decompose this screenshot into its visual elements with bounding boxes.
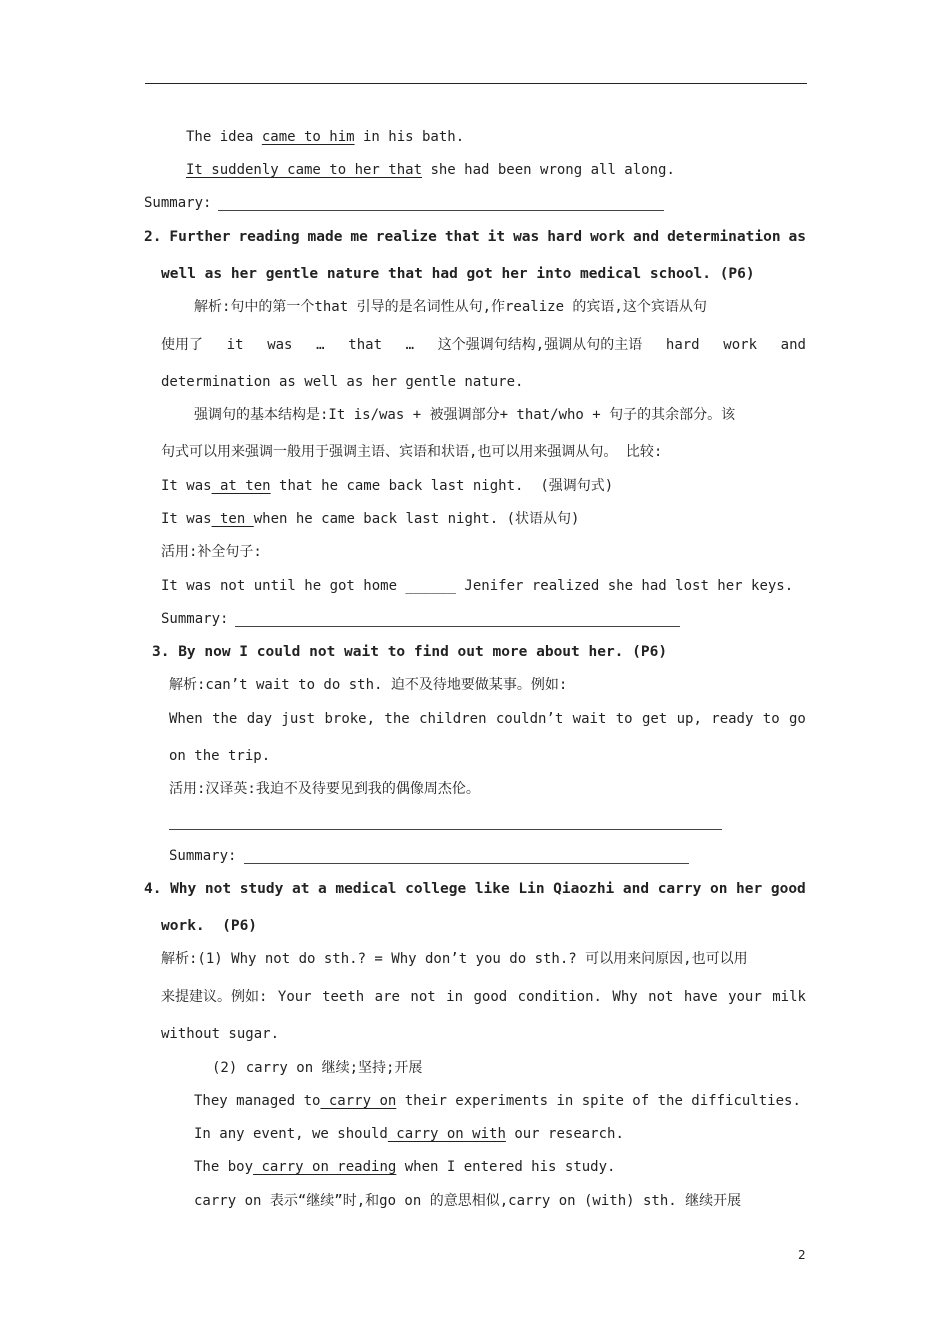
item-4-title-line2: work. (P6) [161, 918, 258, 934]
page-number: 2 [798, 1248, 806, 1262]
item-3-example-line1: When the day just broke, the children couldn’t wait to get up, ready to go [169, 711, 806, 727]
item-2-structure-line2: 句式可以用来强调一般用于强调主语、宾语和状语,也可以用来强调从句。 比较: [161, 444, 663, 460]
example-came-to-him: The idea came to him in his bath. [186, 129, 465, 145]
summary-label: Summary: [161, 611, 229, 627]
item-2-analysis-line1: 解析:句中的第一个that 引导的是名词性从句,作realize 的宾语,这个宾语从句 [194, 299, 707, 315]
practice-label: 活用:补全句子: [161, 544, 262, 560]
item-4-title-line1: 4. Why not study at a medical college like Lin Qiaozhi and carry on her good [144, 881, 806, 897]
item-2-analysis-line2: 使用了 it was … that … 这个强调句结构,强调从句的主语 hard work and [161, 337, 806, 353]
item-3-example-line2: on the trip. [169, 748, 271, 764]
compare-adverbial: It was ten when he came back last night. (状语从句) [161, 511, 580, 527]
item-2-title-line1: 2. Further reading made me realize that it was hard work and determination as [144, 229, 806, 245]
item-2-structure-line1: 强调句的基本结构是:It is/was + 被强调部分+ that/who + 句子的其余部分。该 [194, 407, 736, 423]
summary-blank[interactable] [244, 863, 689, 864]
summary-label: Summary: [169, 848, 237, 864]
example-carry-on: They managed to carry on their experiments in spite of the difficulties. [194, 1093, 801, 1109]
item-2-title-line2: well as her gentle nature that had got her into medical school. (P6) [161, 266, 755, 282]
summary-blank[interactable] [235, 626, 680, 627]
item-2-analysis-line3: determination as well as her gentle nature. [161, 374, 524, 390]
example-came-to-her: It suddenly came to her that she had been wrong all along. [186, 162, 675, 178]
item-4-analysis-line2: 来提建议。例如: Your teeth are not in good condition. Why not have your milk [161, 989, 806, 1005]
item-4-analysis-line3: without sugar. [161, 1026, 280, 1042]
summary-label: Summary: [144, 195, 212, 211]
item-4-analysis-line1: 解析:(1) Why not do sth.? = Why don’t you do sth.? 可以用来问原因,也可以用 [161, 951, 748, 967]
item-3-title: 3. By now I could not wait to find out more about her. (P6) [152, 644, 668, 660]
example-carry-on-reading: The boy carry on reading when I entered his study. [194, 1159, 616, 1175]
compare-emphatic: It was at ten that he came back last night. (强调句式) [161, 478, 614, 494]
item-3-practice: 活用:汉译英:我迫不及待要见到我的偶像周杰伦。 [169, 781, 480, 797]
item-4-note: carry on 表示“继续”时,和go on 的意思相似,carry on (with) sth. 继续开展 [194, 1193, 742, 1209]
example-carry-on-with: In any event, we should carry on with our research. [194, 1126, 624, 1142]
item-4-sub2: (2) carry on 继续;坚持;开展 [212, 1060, 423, 1076]
translation-blank[interactable] [169, 829, 722, 830]
header-rule [145, 83, 807, 84]
item-3-analysis: 解析:can’t wait to do sth. 迫不及待地要做某事。例如: [169, 677, 568, 693]
summary-blank[interactable] [218, 210, 664, 211]
practice-sentence: It was not until he got home ______ Jenifer realized she had lost her keys. [161, 578, 794, 594]
